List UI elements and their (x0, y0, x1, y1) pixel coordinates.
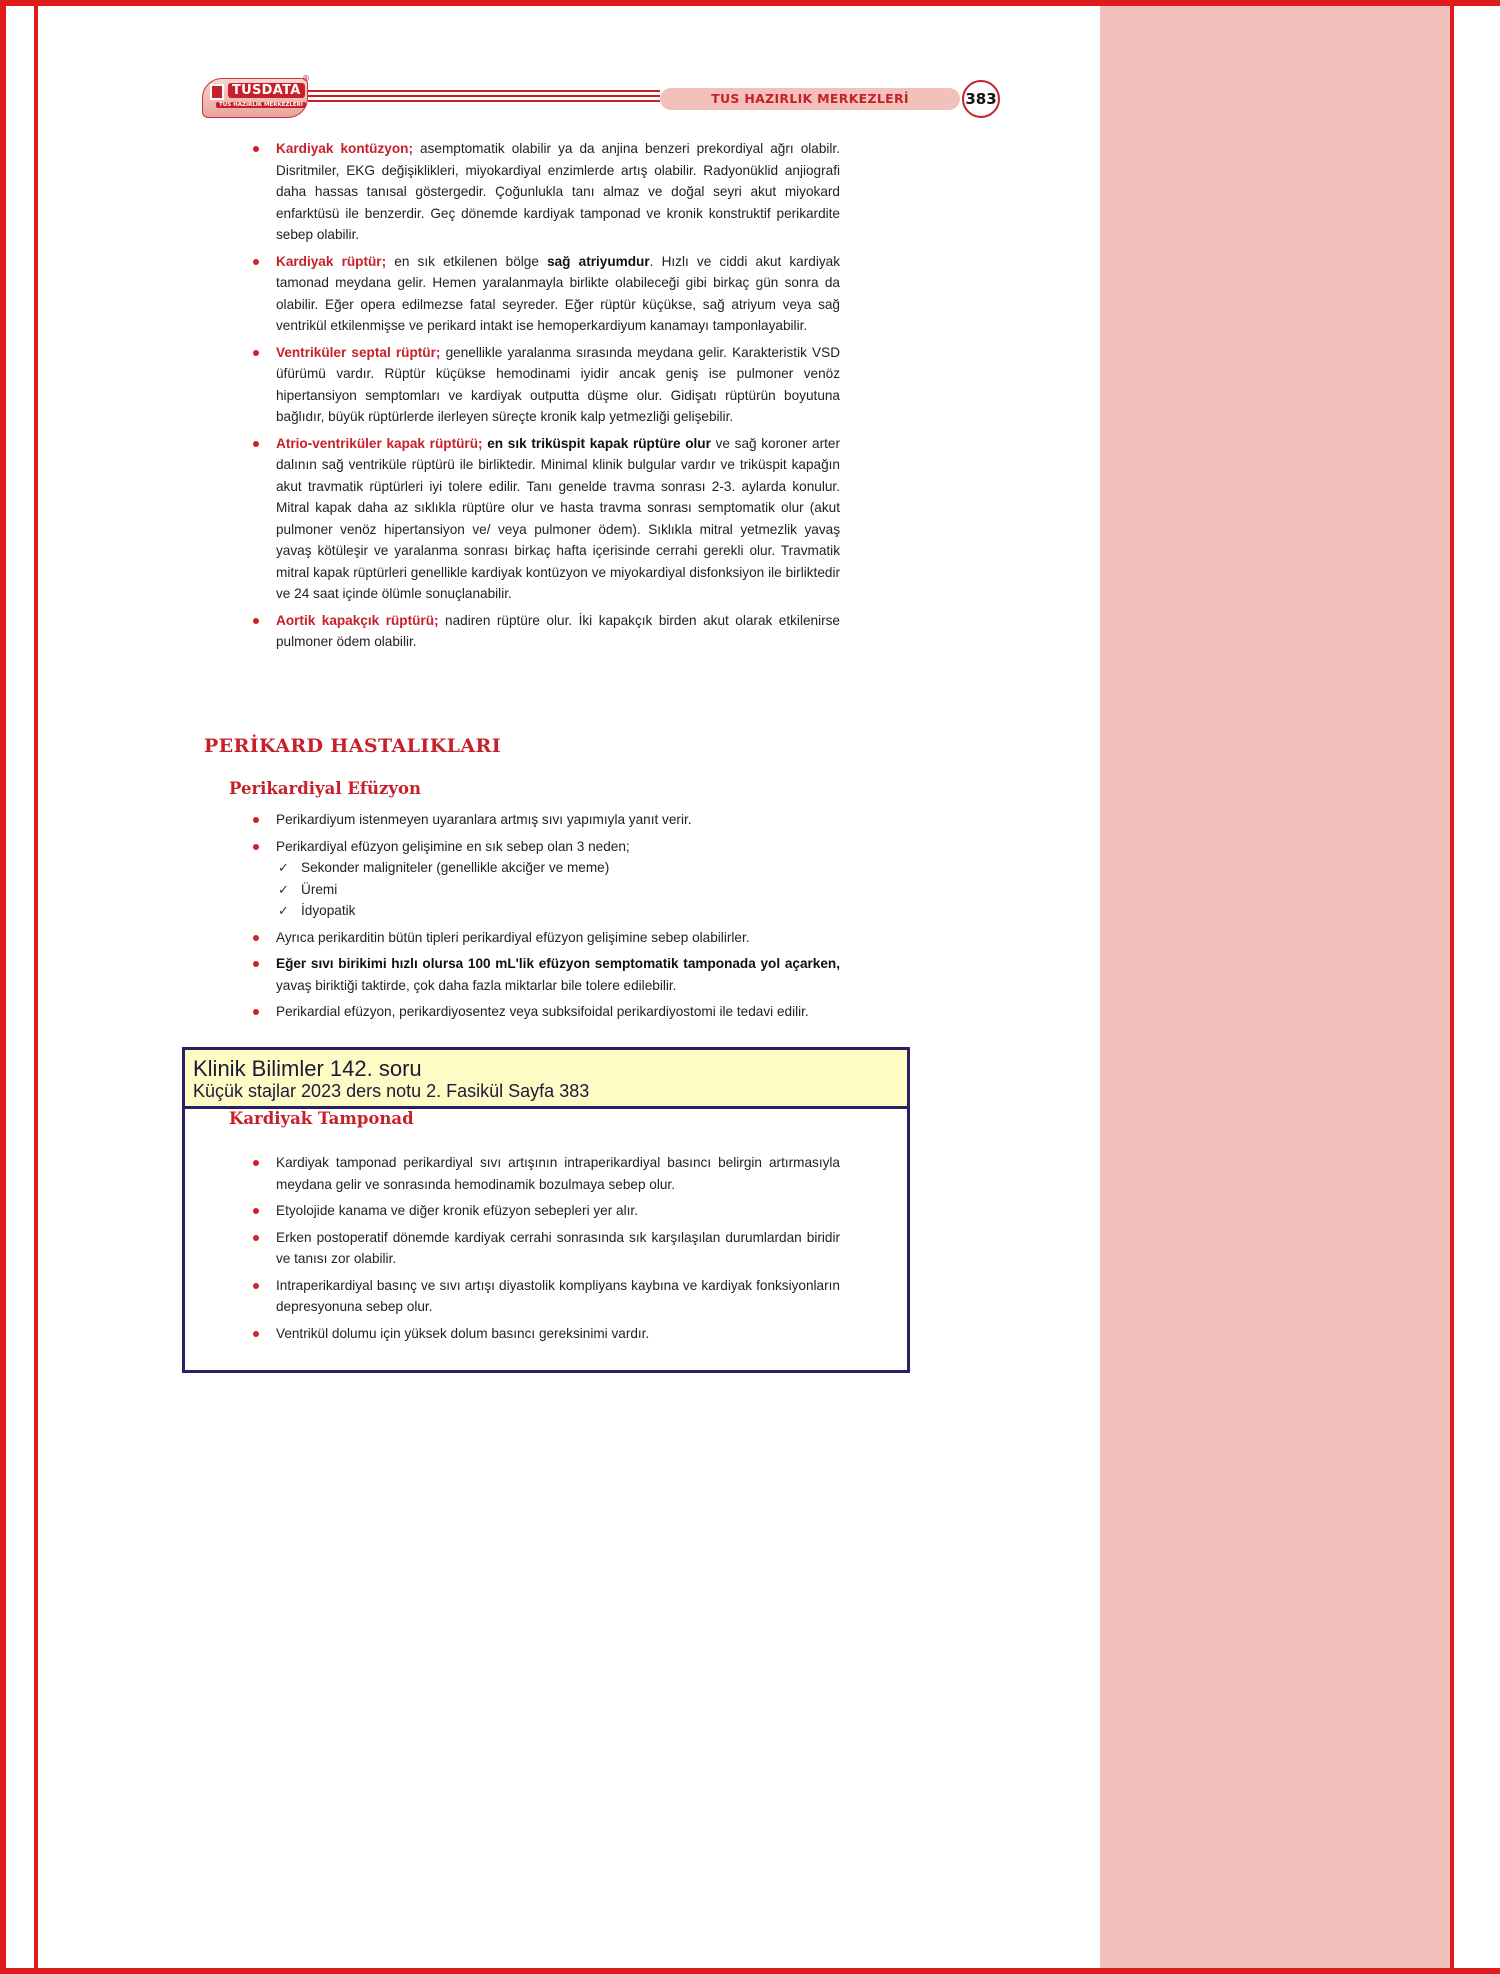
book-icon (210, 84, 224, 100)
bullet-text: Etyolojide kanama ve diğer kronik efüzyon sebepleri yer alır. (276, 1203, 638, 1218)
bullet-dot (253, 1009, 259, 1015)
tamponad-bullets (246, 1152, 840, 1344)
bullet-text: yavaş biriktiği taktirde, çok daha fazla miktarlar bile tolere edilebilir. (276, 977, 677, 993)
checkmark-icon: ✓ (278, 881, 289, 897)
bullet-dot (253, 1208, 259, 1214)
efusion-bullets (246, 809, 840, 1023)
checkmark-icon: ✓ (278, 903, 289, 918)
subsection-heading: Perikardiyal Efüzyon (229, 779, 421, 798)
header-rules (308, 90, 660, 108)
subsection-heading: Kardiyak Tamponad (229, 1109, 414, 1128)
bullet-dot (253, 350, 259, 356)
list-item (246, 1323, 840, 1345)
list-item (246, 1152, 840, 1195)
bullet-lead: Atrio-ventriküler kapak rüptürü; (276, 435, 483, 451)
bullet-dot (253, 146, 259, 152)
logo-subtitle: TUS HAZIRLIK MERKEZLERİ (216, 102, 306, 108)
list-item (246, 342, 840, 428)
list-item (246, 836, 840, 858)
list-item (246, 953, 840, 996)
bullet-dot (253, 1283, 259, 1289)
bullet-dot (253, 1331, 259, 1337)
list-item (246, 927, 840, 949)
annotation-subtitle: Küçük stajlar 2023 ders notu 2. Fasikül Sayfa 383 (193, 1081, 590, 1101)
bullet-dot (253, 441, 259, 447)
page-number: 383 (962, 80, 1000, 118)
bullet-bold: sağ atriyumdur (547, 253, 650, 269)
annotation-title: Klinik Bilimler 142. soru (193, 1056, 422, 1081)
bullet-dot (253, 259, 259, 265)
bullet-text: Ayrıca perikarditin bütün tipleri perikardiyal efüzyon gelişimine sebep olabilirler. (276, 929, 750, 945)
side-margin-band (1100, 6, 1450, 1968)
bullet-dot (253, 935, 259, 941)
bullet-lead: Kardiyak rüptür; (276, 253, 387, 269)
check-item (246, 857, 840, 879)
list-item (246, 1001, 840, 1023)
registered-mark: ® (302, 74, 310, 83)
bullet-text: genellikle yaralanma sırasında meydana gelir. Karakteristik VSD üfürümü vardır. Rüptür küçükse hemodinami iyidir ancak geniş ise pulmoner venöz hipertansiyon semptomları ve kardiyak outputta düşme olur. Gidişatı rüptürün boyutuna bağlıdır, büyük rüptürlerde ilerleyen süreçte kronik kalp yetmezliği gelişebilir. (276, 344, 841, 424)
bullet-text: Perikardial efüzyon, perikardiyosentez veya subksifoidal perikardiyostomi ile tedavi edilir. (276, 1004, 809, 1019)
list-item (246, 433, 840, 605)
list-item (246, 138, 840, 246)
bullet-dot (253, 618, 259, 624)
bullet-text: Perikardiyum istenmeyen uyaranlara artmış sıvı yapımıyla yanıt verir. (276, 812, 692, 827)
bottom-border (34, 1968, 1454, 1974)
bullet-text: en sık etkilenen bölge (386, 253, 548, 269)
bullet-bold: en sık triküspit kapak rüptüre olur (482, 435, 711, 451)
bullet-lead: Kardiyak kontüzyon; (276, 141, 413, 156)
bullet-dot (253, 844, 259, 850)
bullet-text: Ventrikül dolumu için yüksek dolum basıncı gereksinimi vardır. (276, 1325, 650, 1341)
bullet-text: Erken postoperatif dönemde kardiyak cerrahi sonrasında sık karşılaşılan durumlardan biridir ve tanısı zor olabilir. (276, 1229, 840, 1266)
logo-title: TUSDATA (228, 83, 305, 98)
check-text: Sekonder maligniteler (genellikle akciğer ve meme) (301, 860, 610, 875)
list-item (246, 1275, 840, 1318)
bullet-text: Perikardiyal efüzyon gelişimine en sık sebep olan 3 neden; (276, 838, 630, 854)
checkmark-icon: ✓ (278, 860, 289, 875)
section-heading: PERİKARD HASTALIKLARI (204, 735, 502, 757)
bullet-text: Intraperikardiyal basınç ve sıvı artışı diyastolik kompliyans kaybına ve kardiyak fonksiyonların depresyonuna sebep olur. (276, 1277, 840, 1314)
bullet-dot (253, 817, 259, 823)
list-item (246, 1200, 840, 1222)
bullet-text: nadiren rüptüre olur. İki kapakçık birden akut olarak etkilenirse pulmoner ödem olabilir. (276, 612, 840, 649)
bullet-text: Kardiyak tamponad perikardiyal sıvı artışının intraperikardiyal basıncı belirgin artırmasıyla meydana gelir ve sonrasında hemodinamik bozulmaya sebep olur. (276, 1155, 840, 1192)
list-item (246, 809, 840, 831)
bullet-dot (253, 1160, 259, 1166)
annotation-header (182, 1047, 910, 1109)
bullet-text: . Hızlı ve ciddi akut kardiyak tamonad meydana gelir. Hemen yaralanmayla birlikte olabileceği gibi birkaç gün sonra da olabilir. Eğer opera edilmezse fatal seyreder. Eğer rüptür küçükse, sağ atriyum veya sağ ventrikül etkilenmişse ve perikard intakt ise hemoperkardiyum kanamayı tamponlayabilir. (276, 253, 840, 333)
header-title: TUS HAZIRLIK MERKEZLERİ (660, 88, 960, 110)
trauma-bullets (246, 138, 840, 653)
list-item (246, 251, 840, 337)
bullet-text: asemptomatik olabilir ya da anjina benzeri prekordiyal ağrı olabilr. Disritmiler, EKG değişiklikleri, miyokardiyal enzimlerde artış olabilir. Radyonüklid anjiografi daha hassas tanısal göstergedir. Çoğunlukla tanı almaz ve doğal seyri akut miyokard enfarktüsü ile benzerdir. Geç dönemde kardiyak tamponad ve kronik konstruktif perikardite sebep olabilir. (276, 141, 840, 242)
bullet-dot (253, 1235, 259, 1241)
check-text: Üremi (301, 881, 338, 897)
list-item (246, 1227, 840, 1270)
bullet-bold: Eğer sıvı birikimi hızlı olursa 100 mL'lik efüzyon semptomatik tamponada yol açarken, (276, 956, 840, 971)
check-item (246, 879, 840, 901)
check-item (246, 900, 840, 922)
check-text: İdyopatik (301, 903, 356, 918)
tusdata-logo (202, 74, 310, 122)
bullet-dot (253, 961, 259, 967)
list-item (246, 610, 840, 653)
bullet-lead: Ventriküler septal rüptür; (276, 344, 441, 360)
bullet-text: ve sağ koroner arter dalının sağ ventriküle rüptürü ile birliktedir. Minimal klinik bulgular vardır ve triküspit kapağın akut travmatik rüptürleri iyi tolere edilir. Tanı genelde travma sonrası 2-3. aylarda konulur. Mitral kapak daha az sıklıkla rüptüre olur ve hasta travma sonrası semptomatik olur (akut pulmoner venöz hipertansiyon ve/ veya pulmoner ödem). Sıklıkla mitral yetmezlik yavaş yavaş kötüleşir ve yaralanma sonrası birkaç hafta içerisinde cerrahi gerekli olur. Travmatik mitral kapak rüptürleri genellikle kardiyak kontüzyon ve miyokardiyal disfonksiyon ile birliktedir ve 24 saat içinde ölümle sonuçlanabilir. (276, 435, 841, 601)
bullet-lead: Aortik kapakçık rüptürü; (276, 612, 439, 628)
